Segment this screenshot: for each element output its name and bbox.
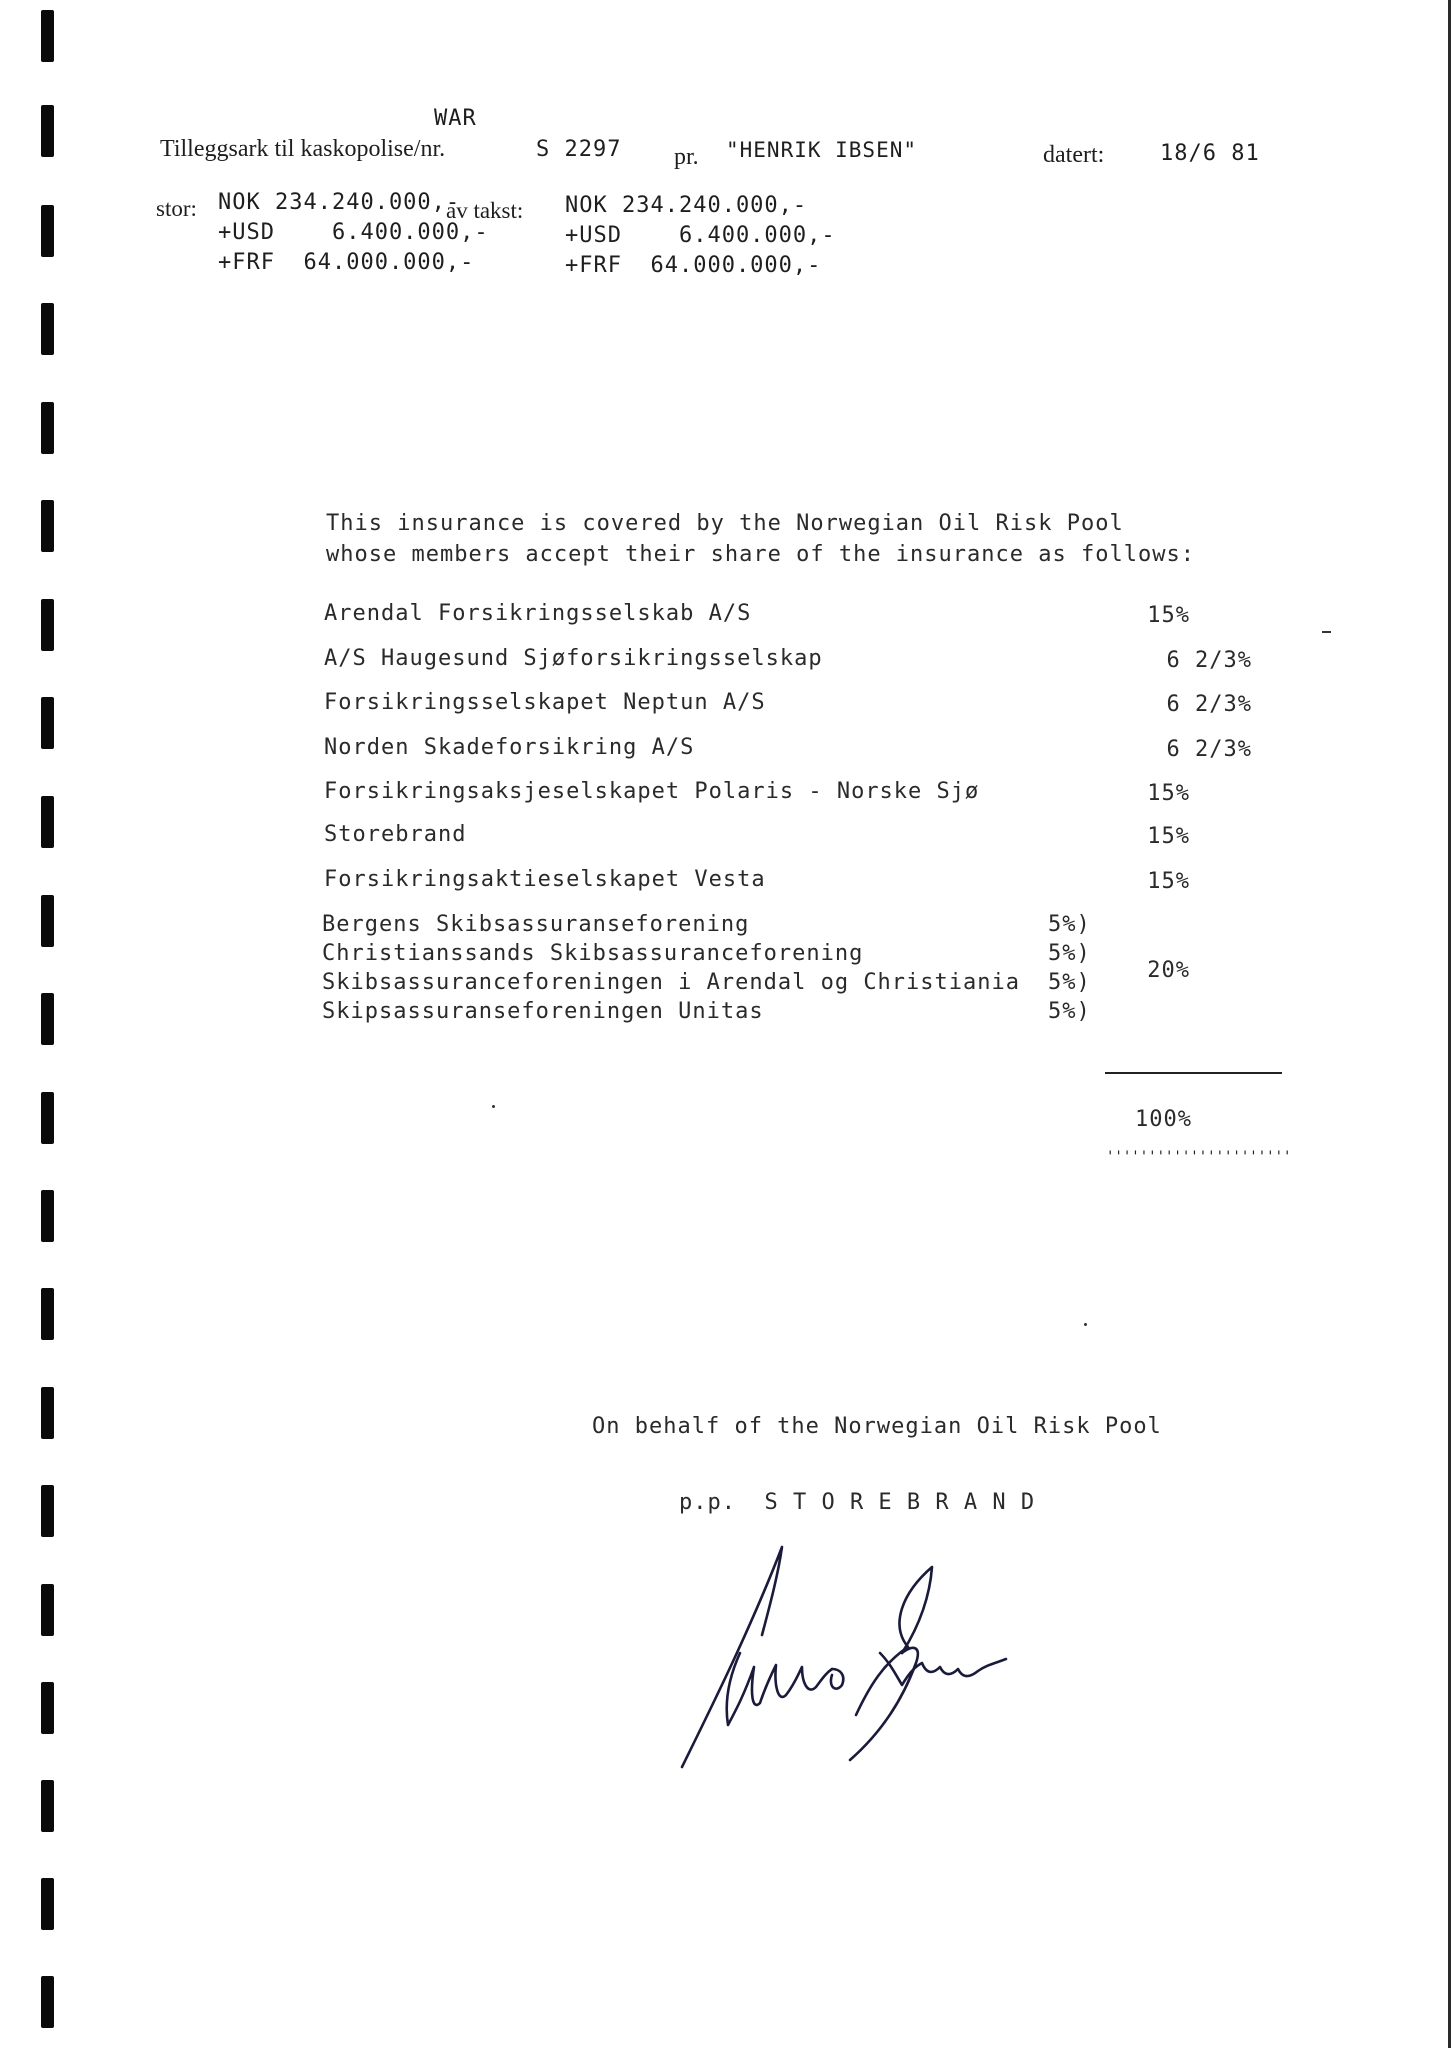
- member-share: 6 2/3%: [1166, 648, 1252, 673]
- group-member-name: Skipsassuranseforeningen Unitas: [322, 999, 764, 1024]
- member-share: 15%: [1147, 781, 1190, 806]
- member-name: Norden Skadeforsikring A/S: [324, 735, 695, 760]
- datert-label: datert:: [1043, 142, 1105, 168]
- member-name: Storebrand: [324, 822, 467, 847]
- member-name: A/S Haugesund Sjøforsikringsselskap: [324, 646, 823, 671]
- group-total-share: 20%: [1147, 958, 1190, 983]
- punch-hole: [41, 697, 54, 749]
- total-share: 100%: [1135, 1107, 1192, 1132]
- group-member-name: Bergens Skibsassuranseforening: [322, 912, 750, 937]
- total-rule: [1105, 1072, 1282, 1074]
- group-member-share: 5%): [1048, 912, 1091, 937]
- stor-amount-frf: +FRF 64.000.000,-: [218, 250, 475, 275]
- group-member-share: 5%): [1048, 970, 1091, 995]
- pr-label: pr.: [674, 144, 699, 170]
- war-label: WAR: [434, 106, 477, 131]
- group-member-share: 5%): [1048, 999, 1091, 1024]
- takst-amount-nok: NOK 234.240.000,-: [565, 193, 808, 218]
- member-name: Forsikringsselskapet Neptun A/S: [324, 690, 766, 715]
- intro-line-2: whose members accept their share of the insurance as follows:: [326, 542, 1195, 567]
- signature-image: [670, 1535, 1030, 1780]
- punch-hole: [41, 500, 54, 552]
- takst-amount-frf: +FRF 64.000.000,-: [565, 253, 822, 278]
- intro-line-1: This insurance is covered by the Norwegian Oil Risk Pool: [326, 511, 1124, 536]
- member-share: 15%: [1147, 603, 1190, 628]
- member-share: 6 2/3%: [1166, 737, 1252, 762]
- member-share: 15%: [1147, 824, 1190, 849]
- punch-hole: [41, 105, 54, 157]
- punch-hole: [41, 1190, 54, 1242]
- stray-mark: [492, 1105, 495, 1108]
- stray-mark: [1322, 631, 1331, 633]
- punch-hole: [41, 599, 54, 651]
- pp-line: p.p. S T O R E B R A N D: [679, 1490, 1036, 1515]
- stor-amount-nok: NOK 234.240.000,-: [218, 190, 461, 215]
- punch-hole: [41, 1485, 54, 1537]
- punch-hole: [41, 1584, 54, 1636]
- member-name: Forsikringsaktieselskapet Vesta: [324, 867, 766, 892]
- total-double-underline: '''''''''''''''''''''': [1106, 1149, 1292, 1165]
- punch-hole: [41, 1092, 54, 1144]
- punch-hole: [41, 796, 54, 848]
- punch-hole: [41, 895, 54, 947]
- stray-mark: [1084, 1323, 1087, 1326]
- group-member-name: Christianssands Skibsassuranceforening: [322, 941, 864, 966]
- punch-hole: [41, 993, 54, 1045]
- behalf-line: On behalf of the Norwegian Oil Risk Pool: [592, 1414, 1162, 1439]
- sheet-label: Tilleggsark til kaskopolise/nr.: [160, 136, 446, 162]
- punch-hole: [41, 1976, 54, 2028]
- policy-number: S 2297: [536, 137, 622, 162]
- punch-hole: [41, 1878, 54, 1930]
- member-name: Forsikringsaksjeselskapet Polaris - Norske Sjø: [324, 779, 980, 804]
- punch-hole: [41, 205, 54, 257]
- punch-hole: [41, 303, 54, 355]
- group-member-share: 5%): [1048, 941, 1091, 966]
- punch-hole: [41, 1780, 54, 1832]
- member-share: 6 2/3%: [1166, 692, 1252, 717]
- vessel-name: "HENRIK IBSEN": [726, 138, 918, 162]
- stor-amount-usd: +USD 6.400.000,-: [218, 220, 489, 245]
- punch-hole: [41, 1682, 54, 1734]
- punch-hole: [41, 402, 54, 454]
- takst-label: av takst:: [446, 198, 524, 223]
- policy-date: 18/6 81: [1160, 141, 1260, 166]
- member-share: 15%: [1147, 869, 1190, 894]
- punch-hole: [41, 1288, 54, 1340]
- punch-hole: [41, 10, 54, 62]
- punch-hole: [41, 1387, 54, 1439]
- stor-label: stor:: [156, 196, 197, 221]
- takst-amount-usd: +USD 6.400.000,-: [565, 223, 836, 248]
- group-member-name: Skibsassuranceforeningen i Arendal og Christiania: [322, 970, 1021, 995]
- member-name: Arendal Forsikringsselskab A/S: [324, 601, 752, 626]
